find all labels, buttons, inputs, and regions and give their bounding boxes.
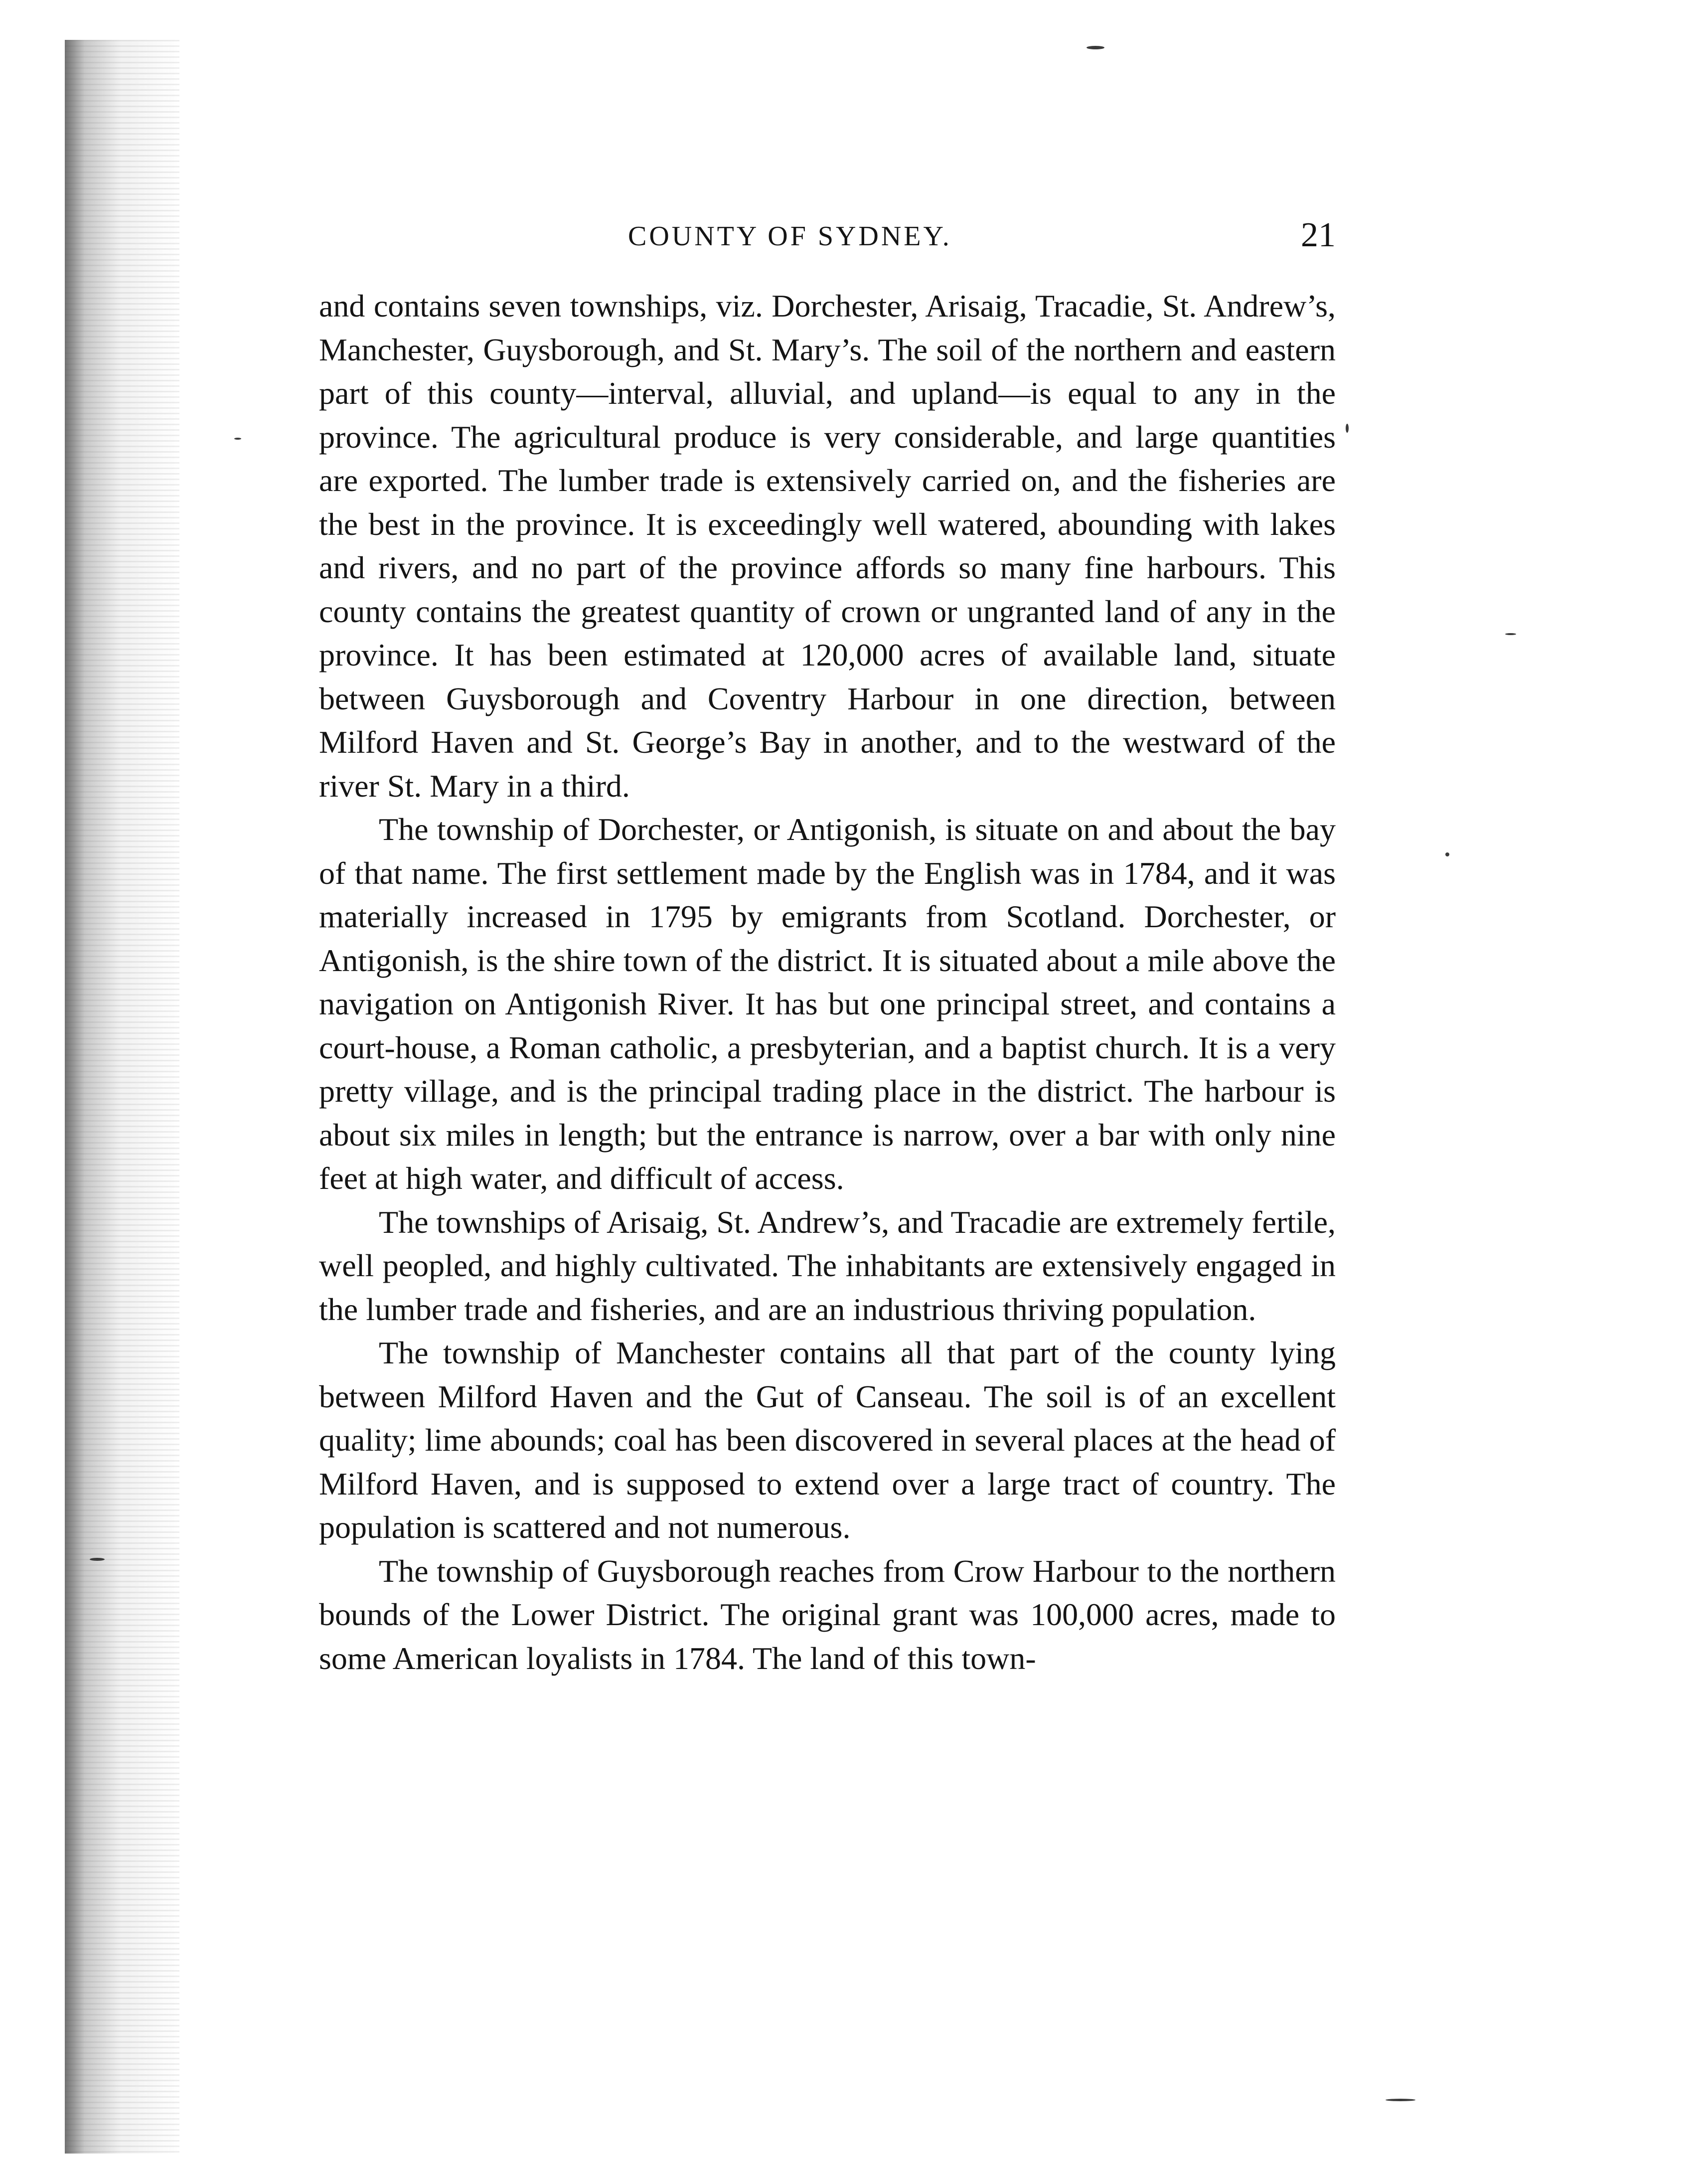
scan-speck xyxy=(1386,2099,1415,2101)
scan-speck xyxy=(90,1558,105,1561)
paragraph: The township of Guysborough reaches from Crow Harbour to the northern bounds of the Lower District. The original grant was 100,000 acres, made to some American loyalists in 1784. The land of this town- xyxy=(319,1553,1336,1676)
page-number: 21 xyxy=(1301,216,1336,254)
body-text xyxy=(319,284,1336,1680)
running-head xyxy=(319,215,1336,260)
scanned-page-gutter xyxy=(65,40,179,2154)
scan-speck xyxy=(1346,424,1349,433)
paragraph: and contains seven townships, viz. Dorchester, Arisaig, Tracadie, St. Andrew’s, Manchester, Guysborough, and St. Mary’s. The soil of the northern and eastern part of this county—interval, alluvial, and upland—is equal to any in the province. The agricultural produce is very considerable, and large quantities are exported. The lumber trade is extensively carried on, and the fisheries are the best in the province. It is exceedingly well watered, abounding with lakes and rivers, and no part of the province affords so many fine harbours. This county contains the greatest quantity of crown or ungranted land of any in the province. It has been estimated at 120,000 acres of available land, situate between Guysborough and Coventry Harbour in one direction, between Milford Haven and St. George’s Bay in another, and to the westward of the river St. Mary in a third. xyxy=(319,288,1336,804)
scan-speck xyxy=(234,438,241,440)
running-title: COUNTY OF SYDNEY. xyxy=(628,221,952,252)
paragraph: The townships of Arisaig, St. Andrew’s, and Tracadie are extremely fertile, well peopled, and highly cultivated. The inhabitants are extensively engaged in the lumber trade and fisheries, and are an industrious thriving population. xyxy=(319,1204,1336,1327)
paragraph: The township of Manchester contains all that part of the county lying between Milford Haven and the Gut of Canseau. The soil is of an excellent quality; lime abounds; coal has been discovered in several places at the head of Milford Haven, and is supposed to extend over a large tract of country. The population is scattered and not numerous. xyxy=(319,1335,1336,1545)
paragraph: The township of Dorchester, or Antigonish, is situate on and about the bay of that name. The first settlement made by the English was in 1784, and it was materially increased in 1795 by emigrants from Scotland. Dorchester, or Antigonish, is the shire town of the district. It is situated about a mile above the navigation on Antigonish River. It has but one principal street, and contains a court-house, a Roman catholic, a presbyterian, and a baptist church. It is a very pretty village, and is the principal trading place in the district. The harbour is about six miles in length; but the entrance is narrow, over a bar with only nine feet at high water, and difficult of access. xyxy=(319,812,1336,1196)
scan-speck xyxy=(1505,633,1516,635)
scan-speck xyxy=(1445,852,1449,856)
scan-speck xyxy=(1087,46,1104,49)
